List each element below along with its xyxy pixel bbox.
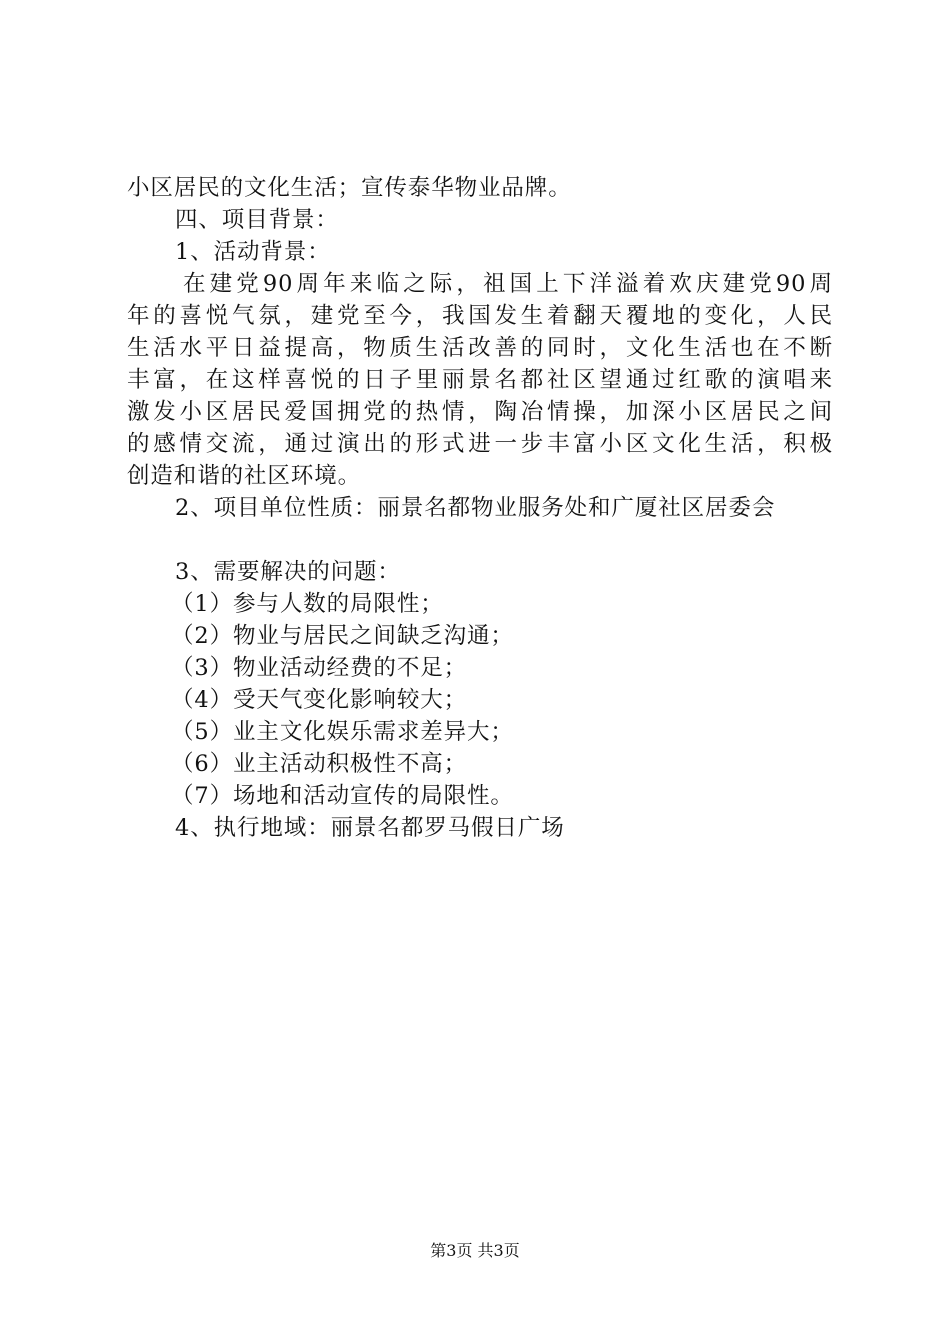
text-line: 创造和谐的社区环境。 xyxy=(127,463,362,489)
text-line: 的感情交流，通过演出的形式进一步丰富小区文化生活，积极 xyxy=(127,431,833,457)
text-line: 小区居民的文化生活；宣传泰华物业品牌。 xyxy=(127,175,572,201)
text-line: 在建党90周年来临之际，祖国上下洋溢着欢庆建党90周 xyxy=(183,271,833,297)
list-item: （6）业主活动积极性不高； xyxy=(171,751,468,777)
section-heading: 四、项目背景： xyxy=(175,207,339,233)
list-item: （4）受天气变化影响较大； xyxy=(171,687,468,713)
list-item: （1）参与人数的局限性； xyxy=(171,591,444,617)
subsection-heading: 4、执行地域：丽景名都罗马假日广场 xyxy=(175,815,565,841)
text-line: 激发小区居民爱国拥党的热情，陶冶情操，加深小区居民之间 xyxy=(127,399,833,425)
subsection-heading: 3、需要解决的问题： xyxy=(175,559,401,585)
list-item: （5）业主文化娱乐需求差异大； xyxy=(171,719,514,745)
blank-line xyxy=(127,524,833,556)
list-item: （7）场地和活动宣传的局限性。 xyxy=(171,783,514,809)
page-number-footer: 第3页 共3页 xyxy=(430,1241,520,1260)
list-item: （2）物业与居民之间缺乏沟通； xyxy=(171,623,514,649)
body-text xyxy=(127,172,833,844)
subsection-heading: 2、项目单位性质：丽景名都物业服务处和广厦社区居委会 xyxy=(175,495,776,521)
text-line: 丰富，在这样喜悦的日子里丽景名都社区望通过红歌的演唱来 xyxy=(127,367,833,393)
list-item: （3）物业活动经费的不足； xyxy=(171,655,468,681)
text-line: 生活水平日益提高，物质生活改善的同时，文化生活也在不断 xyxy=(127,335,833,361)
subsection-heading: 1、活动背景： xyxy=(175,239,331,265)
text-line: 年的喜悦气氛，建党至今，我国发生着翻天覆地的变化，人民 xyxy=(127,303,833,329)
